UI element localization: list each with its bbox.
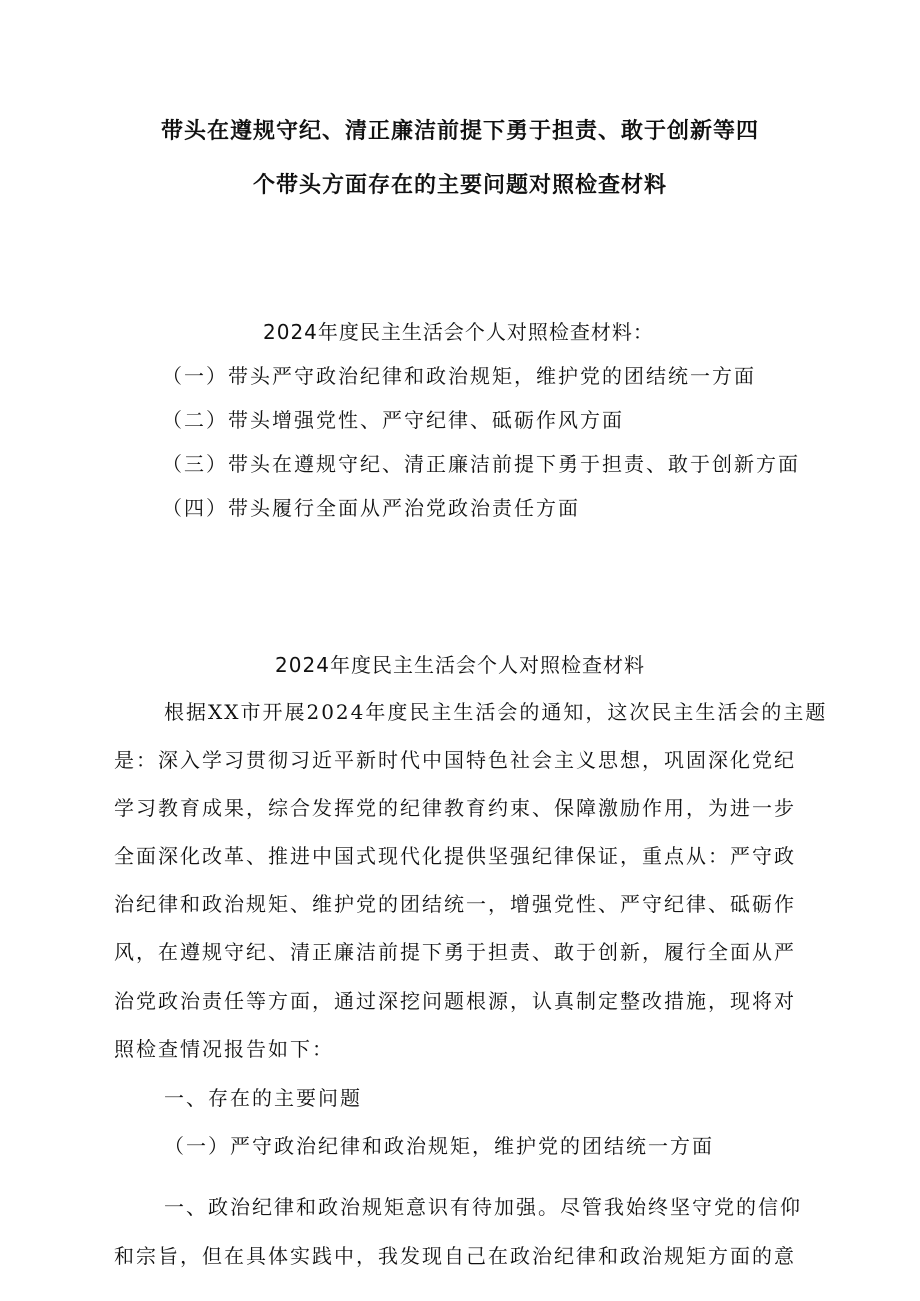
- paragraph-line: 治党政治责任等方面，通过深挖问题根源，认真制定整改措施，现将对: [114, 989, 796, 1013]
- paragraph-line: 一、政治纪律和政治规矩意识有待加强。尽管我始终坚守党的信仰: [164, 1195, 802, 1219]
- paragraph-line: 全面深化改革、推进中国式现代化提供坚强纪律保证，重点从：严守政: [114, 844, 796, 868]
- subsection-title: （一）严守政治纪律和政治规矩，维护党的团结统一方面: [164, 1134, 714, 1158]
- document-title-line-1: 带头在遵规守纪、清正廉洁前提下勇于担责、敢于创新等四: [160, 119, 759, 144]
- paragraph-line: 照检查情况报告如下：: [114, 1037, 334, 1061]
- document-title-line-2: 个带头方面存在的主要问题对照检查材料: [252, 173, 667, 198]
- toc-item: （四）带头履行全面从严治党政治责任方面: [162, 496, 580, 520]
- paragraph-line: 根据XX市开展2024年度民主生活会的通知，这次民主生活会的主题: [164, 700, 828, 724]
- paragraph-line: 是：深入学习贯彻习近平新时代中国特色社会主义思想，巩固深化党纪: [114, 748, 796, 772]
- toc-heading: 2024年度民主生活会个人对照检查材料：: [263, 320, 654, 344]
- toc-item: （三）带头在遵规守纪、清正廉洁前提下勇于担责、敢于创新方面: [162, 452, 800, 476]
- paragraph-line: 和宗旨，但在具体实践中，我发现自己在政治纪律和政治规矩方面的意: [114, 1244, 796, 1268]
- toc-item: （二）带头增强党性、严守纪律、砥砺作风方面: [162, 408, 624, 432]
- toc-item: （一）带头严守政治纪律和政治规矩，维护党的团结统一方面: [162, 364, 756, 388]
- paragraph-line: 治纪律和政治规矩、维护党的团结统一，增强党性、严守纪律、砥砺作: [114, 892, 796, 916]
- paragraph-line: 学习教育成果，综合发挥党的纪律教育约束、保障激励作用，为进一步: [114, 796, 796, 820]
- paragraph-line: 风，在遵规守纪、清正廉洁前提下勇于担责、敢于创新，履行全面从严: [114, 940, 796, 964]
- section-title: 一、存在的主要问题: [164, 1086, 362, 1110]
- section-heading: 2024年度民主生活会个人对照检查材料: [275, 653, 645, 677]
